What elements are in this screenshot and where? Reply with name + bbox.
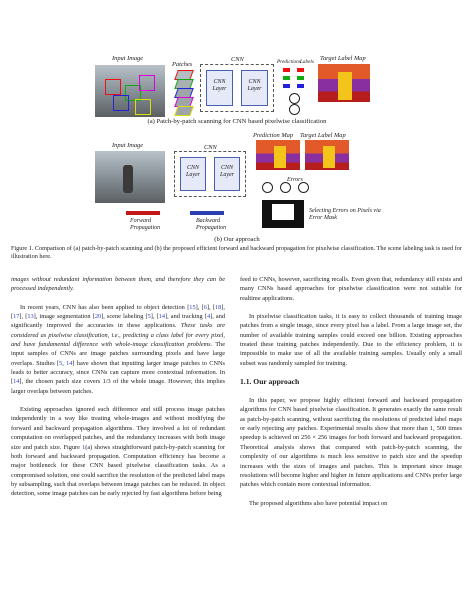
fig-a-patches-label: Patches <box>172 61 193 68</box>
citation-link[interactable]: 13 <box>27 313 34 321</box>
fig-a-cnn-layer-1-label: CNN Layer <box>212 79 227 92</box>
text-run: Existing approaches ignored such difference and still process image patches independently in a way like treating whole-images and without modifying the forward and backward propagation algorithms. They involved a lot of redundant computation on overlapped patches, and the redundancy increases with both image size and patch size. Figure <box>11 406 225 451</box>
fig-a-subcaption: (a) Patch-by-patch scanning for CNN based pixelwise classification <box>147 118 327 125</box>
text-run: (a) shows straightforward patch-by-patch scanning for both forward and backward propagation. Computation efficiency has become a major bottleneck for these CNN based pixelwise classification tasks. As a compromised solution, one could sacrifice the resolution of the predicted label maps by subsampling, such that overlaps between image patches can be reduced. In object detection, some image patches can be early rejected by fast algorithms before being <box>11 443 225 498</box>
citation-link[interactable]: 6 <box>203 303 207 311</box>
forward-arrow-icon <box>126 211 160 215</box>
left-paragraph-2 <box>11 405 225 498</box>
right-paragraph-3: The proposed algorithms also have potential impact on <box>249 499 388 507</box>
fig-b-cnn-layer-1 <box>180 157 206 191</box>
text-run: ] have shown that inputting larger image patches to CNNs leads to better accuracy, since CNNs can capture more contextual information. In [ <box>11 359 225 386</box>
fig-a-cnn-label: CNN <box>231 56 244 63</box>
citation-link[interactable]: 4 <box>206 313 211 321</box>
fig-b-input-photo <box>95 151 165 203</box>
left-column <box>11 275 225 499</box>
text-run: ], scene labeling [ <box>101 313 148 321</box>
fig-b-cnn-layer-1-label: CNN Layer <box>186 165 200 178</box>
text-run: These tasks are considered as pixelwise classification, i.e., predicting a class label for every pixel, and have fundamental difference with whole-image classification problems. <box>11 322 225 349</box>
fig-b-cnn-label: CNN <box>204 144 217 151</box>
fig-a-labels-label: Labels <box>300 59 314 65</box>
figure-ref-link[interactable]: 1 <box>82 443 86 451</box>
fig-b-prediction-map-label: Prediction Map <box>253 132 294 139</box>
citation-link[interactable]: 5 <box>59 359 63 367</box>
fig-a-target-label-map-label: Target Label Map <box>320 55 366 62</box>
figure-b <box>0 128 474 248</box>
fig-a-prediction-dots <box>283 68 317 112</box>
fig-b-cnn-layer-2-label: CNN Layer <box>220 165 234 178</box>
forward-propagation-label: Forward Propagation <box>130 218 161 231</box>
left-paragraph-0: images without redundant information between them, and therefore they can be processed independently. <box>11 276 225 293</box>
text-run: ], and tracking [ <box>164 313 207 321</box>
figure-caption: Figure 1. Comparison of (a) patch-by-patch scanning and (b) the proposed efficient forward and backward propagation for pixelwise classification. The scene labeling task is used for illustration here. <box>11 245 462 260</box>
citation-link[interactable]: 14 <box>66 359 73 367</box>
right-paragraph-0: feed to CNNs, however, sacrificing recalls. Even given that, redundancy still exists and many CNNs based approaches for pixelwise classification were not suitable for realtime applications. <box>240 276 462 302</box>
right-paragraph-1: In pixelwise classification tasks, it is easy to collect thousands of training image patches from a single image, since every pixel has a label. From a large image set, the number of available training samples could exceed one billion. Existing approaches treated these training patches independently. Due to the efficiency problem, it is impossible to make use of all the available training samples. Usually only a small subset was randomly sampled for training. <box>240 313 462 367</box>
fig-b-cnn-layer-2 <box>214 157 240 191</box>
fig-a-target-label-map <box>318 64 370 102</box>
fig-a-cnn-layer-2-label: CNN Layer <box>247 79 262 92</box>
text-run: ], and significantly improved the accuracies in these applications. <box>11 313 226 330</box>
backward-propagation-label: Backward Propagation <box>196 218 227 231</box>
section-heading: 1.1. Our approach <box>240 377 300 387</box>
fig-a-patches <box>170 70 198 115</box>
right-paragraph-2: In this paper, we propose highly efficient forward and backward propagation algorithms for CNN based pixelwise classification. It generates exactly the same result as patch-by-patch scanning, without sacrificing the resolutions of predicted label maps or early rejecting any patches. Experimental results show that more than 1, 500 times speedup is achieved on 256 × 256 images for both forward and backward propagation. Theoretical analysis shows that compared with patch-by-patch scanning, the complexity of our algorithms is much less sensitive to patch size and the speedup increases with the sizes of images and patches. This is important since image resolutions will become higher and higher in future applications and CNNs prefer large patches which contain more contextual information. <box>240 397 462 489</box>
fig-b-target-label-map <box>305 140 349 170</box>
citation-link[interactable]: 17 <box>13 313 20 321</box>
fig-b-target-label-map-label: Target Label Map <box>300 132 346 139</box>
citation-link[interactable]: 14 <box>13 378 20 386</box>
left-paragraph-1: In recent years, CNN has also been applied to object detection [15], [6], [18], [17], [13], image segmentation [20], scene labeling [5], [14], and tracking [4], and significantly improved the accuracies in these applications. These tasks are considered as pixelwise classification, i.e., predicting a class label for every pixel, and have fundamental difference with whole-image classification problems. The input samples of CNNs are image patches surrounding pixels and have large overlaps. Studies [5, 14] have shown that inputting larger image patches to CNNs leads to better accuracy, since CNNs can capture more contextual information. In [14], the chosen patch size covers 1/3 of the whole image. However, this implies larger overlaps between patches. <box>11 303 226 395</box>
citation-link[interactable]: 20 <box>94 313 102 321</box>
fig-a-input-image-label: Input Image <box>112 55 144 62</box>
fig-a-cnn-layer-2 <box>241 70 268 106</box>
citation-link[interactable]: 18 <box>215 303 222 311</box>
right-column <box>240 275 462 508</box>
fig-b-prediction-map <box>256 140 300 170</box>
citation-link[interactable]: 5 <box>147 313 151 321</box>
selecting-errors-label: Selecting Errors on Pixels via Error Mask <box>309 208 381 221</box>
text-run: ], image segmentation [ <box>33 313 95 321</box>
backward-arrow-icon <box>190 211 224 215</box>
figure-a <box>0 0 474 125</box>
fig-a-predictions-label: Predictions <box>277 59 301 65</box>
fig-b-subcaption: (b) Our approach <box>214 236 260 243</box>
text-run: The input samples of CNNs are image patches surrounding pixels and have large overlaps. Studies [ <box>11 341 225 367</box>
fig-b-errors-label: Errors <box>287 177 303 183</box>
fig-b-error-nodes <box>262 182 322 194</box>
text-run: In recent years, CNN has also been applied to object detection [ <box>20 303 190 311</box>
citation-link[interactable]: 14 <box>158 313 165 321</box>
text-run: ], the chosen patch size covers 1/3 of the whole image. However, this implies larger overlaps between patches. <box>11 378 225 395</box>
fig-b-input-image-label: Input Image <box>112 142 144 149</box>
fig-a-input-photo <box>95 65 165 117</box>
fig-a-cnn-layer-1 <box>206 70 233 106</box>
fig-b-error-mask <box>262 200 304 228</box>
citation-link[interactable]: 15 <box>189 303 196 311</box>
